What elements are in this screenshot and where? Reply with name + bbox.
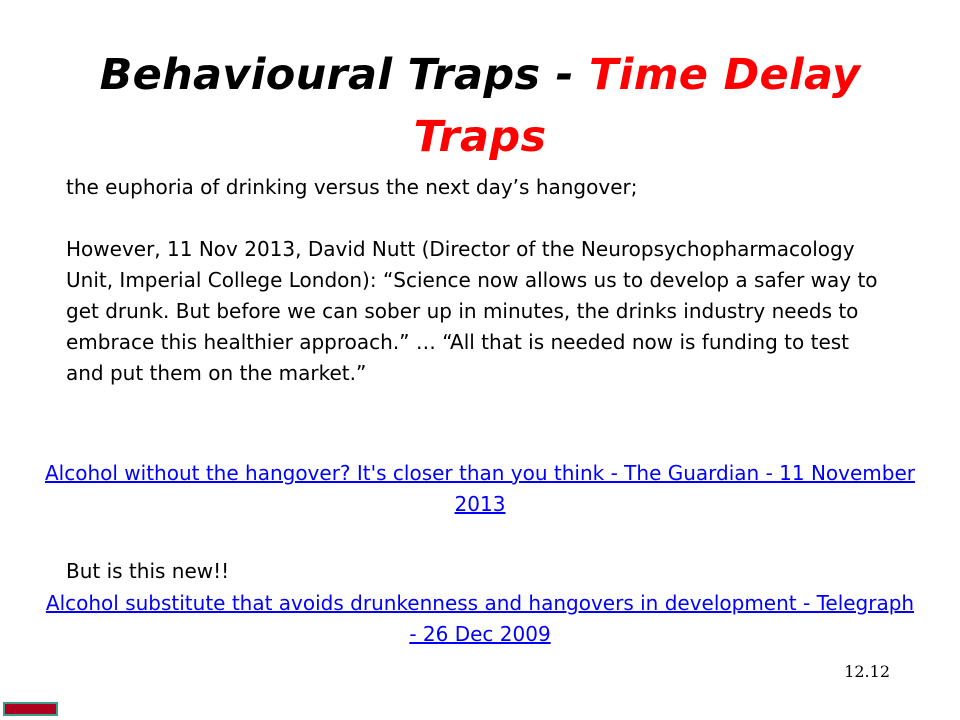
telegraph-article-link[interactable]: Alcohol substitute that avoids drunkenness and hangovers in development - Telegraph - 26 Dec 2009 (45, 591, 915, 646)
page-number: 12.12 (844, 662, 890, 681)
slide-title (60, 44, 900, 168)
guardian-article-link[interactable]: Alcohol without the hangover? It's closer than you think - The Guardian - 11 November 2013 (45, 461, 915, 516)
paragraph-spacer (66, 203, 886, 234)
guardian-link-block (40, 458, 920, 520)
nutt-quote: However, 11 Nov 2013, David Nutt (Director of the Neuropsychopharmacology Unit, Imperial College London): “Science now allows us to develop a safer way to get drunk. But before we can sober up in minutes, the drinks industry needs to embrace this healthier approach.” … “All that is needed now is funding to test and put them on the market.” (66, 237, 878, 385)
slide-body (66, 172, 886, 389)
title-main: Behavioural Traps - (99, 50, 590, 100)
intro-text: the euphoria of drinking versus the next day’s hangover; (66, 175, 638, 199)
title-highlight: Time Delay Traps (413, 50, 861, 162)
slide-nav-button[interactable] (3, 702, 58, 716)
but-is-this-new-text: But is this new!! (66, 559, 230, 583)
telegraph-link-block (40, 588, 920, 650)
